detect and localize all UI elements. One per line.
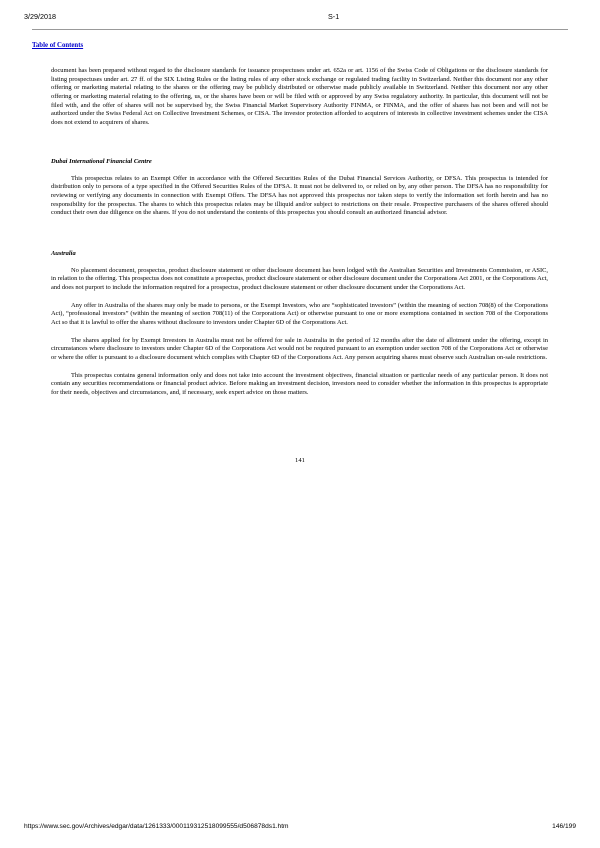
australia-paragraph-2: Any offer in Australia of the shares may only be made to persons, or the Exempt Investors, who are “sophisticated investors” (within the meaning of section 708(8) of the Corporations Act), “professional investors” (within the meaning of section 708(11) of the Corporations Act) or otherwise pursuant to one or more exemptions contained in section 708 of the Corporations Act so that it is lawful to offer the shares without disclosure to investors under Chapter 6D of the Corporations Act. xyxy=(51,301,548,326)
dubai-heading: Dubai International Financial Centre xyxy=(51,158,152,165)
table-of-contents-link[interactable]: Table of Contents xyxy=(32,42,84,49)
australia-paragraph-3: The shares applied for by Exempt Investors in Australia must not be offered for sale in Australia in the period of 12 months after the date of allotment under the offering, except in circumstances where disclosure to investors under Chapter 6D of the Corporations Act would not be required pursuant to an exemption under section 708 of the Corporations Act or otherwise or where the offer is pursuant to a disclosure document which complies with Chapter 6D of the Corporations Act. Any person acquiring shares must observe such Australian on-sale restrictions. xyxy=(51,336,548,361)
page-number: 141 xyxy=(295,457,305,464)
source-url: https://www.sec.gov/Archives/edgar/data/1261333/000119312518099555/d506878ds1.htm xyxy=(24,823,289,830)
australia-paragraph-4: This prospectus contains general information only and does not take into account the investment objectives, financial situation or particular needs of any particular person. It does not contain any securities recommendations or financial product advice. Before making an investment decision, investors need to consider whether the information in this prospectus is appropriate for their needs, objectives and circumstances, and, if necessary, seek expert advice on those matters. xyxy=(51,371,548,396)
australia-heading: Australia xyxy=(51,250,76,257)
dubai-paragraph: This prospectus relates to an Exempt Offer in accordance with the Offered Securities Rules of the Dubai Financial Services Authority, or DFSA. This prospectus is intended for distribution only to persons of a type specified in the Offered Securities Rules of the DFSA. It must not be delivered to, or relied on by, any other person. The DFSA has no responsibility for reviewing or verifying any documents in connection with Exempt Offers. The DFSA has not approved this prospectus nor taken steps to verify the information set forth herein and has no responsibility for the prospectus. The shares to which this prospectus relates may be illiquid and/or subject to restrictions on their resale. Prospective purchasers of the shares offered should conduct their own due diligence on the shares. If you do not understand the contents of this prospectus you should consult an authorized financial advisor. xyxy=(51,174,548,217)
header-divider xyxy=(32,29,568,30)
print-date: 3/29/2018 xyxy=(24,12,56,21)
dubai-section xyxy=(51,158,548,218)
swiss-paragraph-continued: document has been prepared without regard to the disclosure standards for issuance prospectuses under art. 652a or art. 1156 of the Swiss Code of Obligations or the disclosure standards for listing prospectuses under art. 27 ff. of the SIX Listing Rules or the listing rules of any other stock exchange or regulated trading facility in Switzerland. Neither this document nor any other offering or marketing material relating to the shares or the offering may be publicly distributed or otherwise made publicly available in Switzerland. Neither this document nor any other offering or marketing material relating to the offering, us, or the shares have been or will be filed with or approved by any Swiss regulatory authority. In particular, this document will not be filed with, and the offer of shares will not be supervised by, the Swiss Financial Market Supervisory Authority FINMA, or FINMA, and the offer of shares has not been and will not be authorized under the Swiss Federal Act on Collective Investment Schemes, or CISA. The investor protection afforded to acquirers of interests in collective investment schemes under the CISA does not extend to acquirers of shares. xyxy=(51,67,548,126)
australia-paragraph-1: No placement document, prospectus, product disclosure statement or other disclosure document has been lodged with the Australian Securities and Investments Commission, or ASIC, in relation to the offering. This prospectus does not constitute a prospectus, product disclosure statement or other disclosure document under the Corporations Act 2001, or the Corporations Act, and does not purport to include the information required for a prospectus, product disclosure statement or other disclosure document under the Corporations Act. xyxy=(51,266,548,291)
swiss-section xyxy=(51,67,548,128)
document-title: S-1 xyxy=(328,12,340,21)
australia-section xyxy=(51,250,548,398)
print-page-count: 146/199 xyxy=(552,823,576,830)
